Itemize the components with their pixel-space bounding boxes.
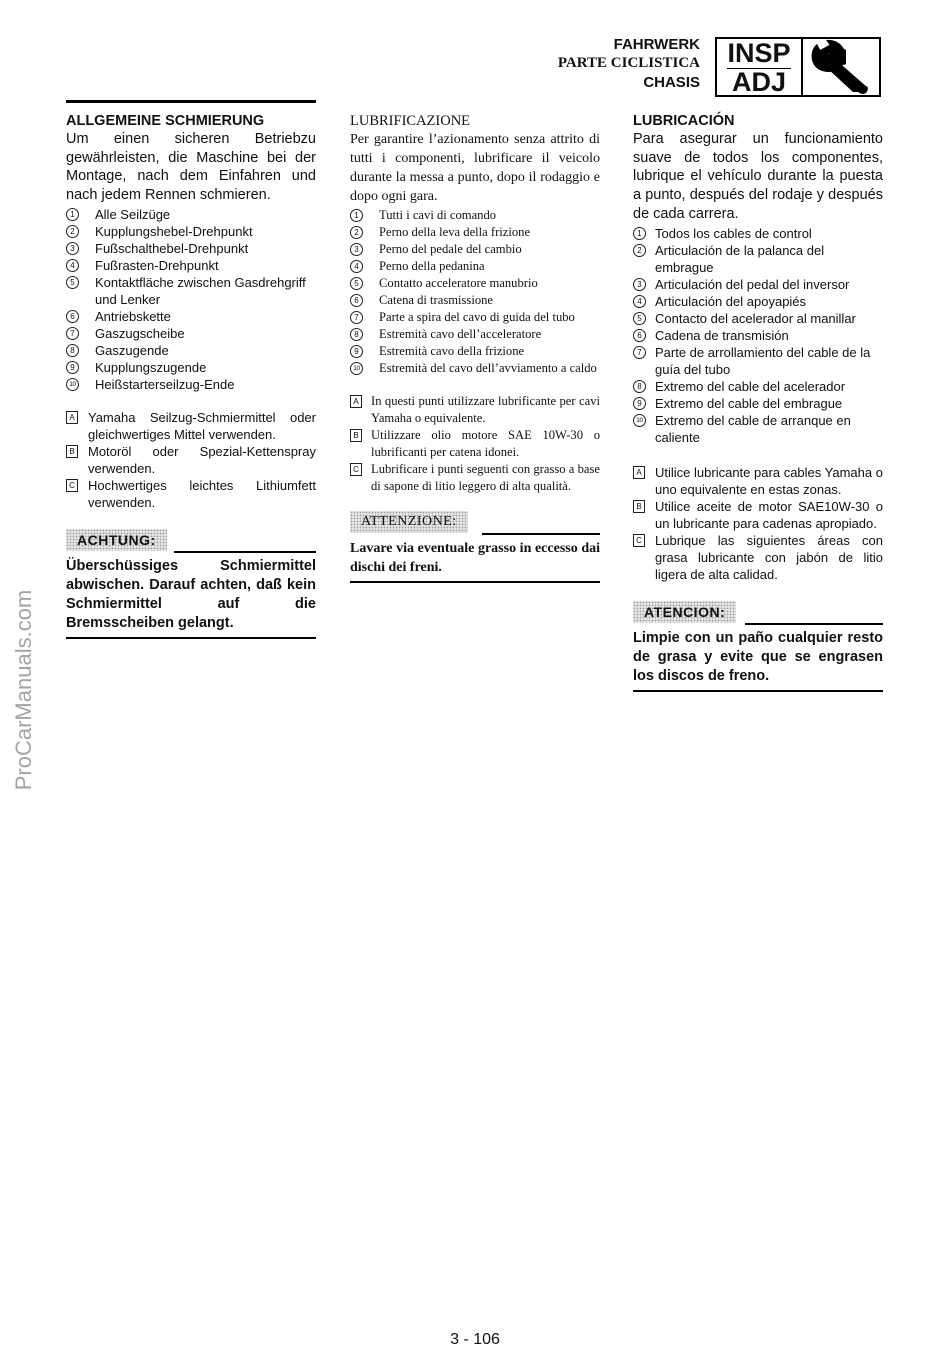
note-text: Utilice lubricante para cables Yamaha o uno equivalente en estas zonas.: [655, 464, 883, 497]
list-item: [66, 257, 316, 274]
item-number: 3: [633, 278, 646, 291]
item-number: 10: [350, 362, 363, 375]
page-number: 3 - 106: [450, 1331, 500, 1348]
header-title-es: CHASIS: [643, 74, 700, 91]
caution-rule: [482, 533, 600, 535]
badge-insp-label: INSP: [727, 38, 791, 68]
note-item: [633, 464, 883, 498]
item-number: 8: [66, 344, 79, 357]
note-key: C: [633, 534, 645, 547]
item-text: Articulación del pedal del inversor: [655, 276, 850, 292]
note-item: [350, 461, 600, 495]
item-number: 9: [66, 361, 79, 374]
lubricant-notes: [66, 409, 316, 511]
caution-label: ATENCION:: [633, 601, 736, 623]
watermark: ProCarManuals.com: [11, 589, 36, 791]
item-number: 6: [350, 294, 363, 307]
item-number: 6: [633, 329, 646, 342]
item-text: Gaszugende: [95, 342, 169, 358]
item-number: 8: [350, 328, 363, 341]
caution-label: ACHTUNG:: [66, 529, 167, 551]
item-text: Parte de arrollamiento del cable de la guía del tubo: [655, 344, 871, 377]
header-title-it: PARTE CICLISTICA: [557, 55, 700, 71]
note-item: [633, 498, 883, 532]
note-key: A: [633, 466, 645, 479]
note-text: Hochwertiges leichtes Lithiumfett verwenden.: [88, 477, 316, 510]
item-number: 9: [350, 345, 363, 358]
list-item: [633, 395, 883, 412]
list-item: [633, 327, 883, 344]
caution-label: ATTENZIONE:: [350, 511, 468, 533]
lubricant-notes: [633, 464, 883, 583]
item-number: 10: [66, 378, 79, 391]
item-number: 9: [633, 397, 646, 410]
list-item: [350, 275, 600, 292]
note-item: [633, 532, 883, 583]
list-item: [66, 308, 316, 325]
item-number: 8: [633, 380, 646, 393]
list-item: [66, 325, 316, 342]
list-item: [633, 412, 883, 446]
item-text: Perno della leva della frizione: [379, 225, 531, 239]
list-item: [633, 344, 883, 378]
section-badge: [715, 37, 881, 97]
list-item: [350, 241, 600, 258]
item-number: 7: [633, 346, 646, 359]
list-item: [633, 310, 883, 327]
badge-text-box: [717, 39, 803, 95]
note-text: Yamaha Seilzug-Schmiermittel oder gleichwertiges Mittel verwenden.: [88, 409, 316, 442]
intro-paragraph: Per garantire l’azionamento senza attrito di tutti i componenti, lubrificare il veicolo durante la messa a punto, dopo il rodaggio e dopo ogni gara.: [350, 132, 600, 204]
item-number: 5: [633, 312, 646, 325]
item-text: Extremo del cable del acelerador: [655, 378, 846, 394]
note-key: B: [66, 445, 78, 458]
item-number: 10: [633, 414, 646, 427]
item-text: Contatto acceleratore manubrio: [379, 276, 538, 290]
list-item: [350, 258, 600, 275]
item-number: 1: [633, 227, 646, 240]
list-item: [633, 242, 883, 276]
note-item: [350, 393, 600, 427]
item-number: 7: [66, 327, 79, 340]
list-item: [66, 274, 316, 308]
list-item: [66, 240, 316, 257]
item-text: Perno del pedale del cambio: [379, 242, 522, 256]
item-text: Antriebskette: [95, 308, 171, 324]
list-item: [350, 360, 600, 377]
wrench-nut-icon: [803, 39, 879, 95]
item-text: Estremità cavo della frizione: [379, 344, 525, 358]
note-text: Utilice aceite de motor SAE10W-30 o un lubricante para cadenas apropiado.: [655, 498, 883, 531]
item-number: 2: [66, 225, 79, 238]
note-text: In questi punti utilizzare lubrificante per cavi Yamaha o equivalente.: [371, 394, 600, 425]
note-key: C: [66, 479, 78, 492]
header-title-de: FAHRWERK: [613, 36, 700, 53]
list-item: [350, 224, 600, 241]
list-item: [66, 359, 316, 376]
note-item: [350, 427, 600, 461]
item-number: 5: [66, 276, 79, 289]
list-item: [350, 343, 600, 360]
item-number: 6: [66, 310, 79, 323]
item-text: Alle Seilzüge: [95, 206, 171, 222]
caution-header: [350, 511, 600, 535]
list-item: [66, 206, 316, 223]
item-number: 3: [66, 242, 79, 255]
item-text: Articulación del apoyapiés: [655, 293, 807, 309]
section-title: LUBRICACIÓN: [633, 113, 735, 129]
lubricant-notes: [350, 393, 600, 495]
item-number: 4: [633, 295, 646, 308]
lubrication-points-list: [66, 206, 316, 393]
caution-header: [66, 529, 316, 553]
caution-text: Limpie con un paño cualquier resto de grasa y evite que se engrasen los discos de freno.: [633, 629, 883, 692]
item-text: Kupplungshebel-Drehpunkt: [95, 223, 253, 239]
item-text: Articulación de la palanca del embrague: [655, 242, 825, 275]
item-text: Todos los cables de control: [655, 225, 812, 241]
caution-header: [633, 601, 883, 625]
item-number: 1: [350, 209, 363, 222]
note-text: Lubrificare i punti seguenti con grasso a base di sapone di litio leggero di alta qualità.: [371, 462, 600, 493]
note-key: B: [350, 429, 362, 442]
column-rule: [633, 100, 883, 103]
item-text: Gaszugscheibe: [95, 325, 185, 341]
note-item: [66, 409, 316, 443]
item-text: Cadena de transmisión: [655, 327, 789, 343]
list-item: [66, 223, 316, 240]
column-spanish: [633, 100, 883, 692]
item-number: 5: [350, 277, 363, 290]
item-text: Fußrasten-Drehpunkt: [95, 257, 219, 273]
note-item: [66, 443, 316, 477]
section-title: LUBRIFICAZIONE: [350, 113, 471, 129]
caution-rule: [745, 623, 883, 625]
item-text: Extremo del cable de arranque en caliente: [655, 412, 851, 445]
list-item: [633, 276, 883, 293]
item-number: 1: [66, 208, 79, 221]
item-text: Estremità del cavo dell’avviamento a caldo: [379, 361, 597, 375]
list-item: [350, 207, 600, 224]
list-item: [633, 293, 883, 310]
badge-adj-label: ADJ: [731, 67, 786, 97]
caution-text: Lavare via eventuale grasso in eccesso dai dischi dei freni.: [350, 539, 600, 583]
note-key: C: [350, 463, 362, 476]
item-text: Kontaktfläche zwischen Gasdrehgriff und Lenker: [95, 274, 306, 307]
note-text: Lubrique las siguientes áreas con grasa lubricante con jabón de litio ligera de alta calidad.: [655, 532, 883, 582]
item-number: 4: [66, 259, 79, 272]
item-text: Catena di trasmissione: [379, 293, 494, 307]
list-item: [66, 342, 316, 359]
list-item: [350, 292, 600, 309]
column-italian: [350, 100, 600, 583]
item-text: Extremo del cable del embrague: [655, 395, 843, 411]
note-text: Utilizzare olio motore SAE 10W-30 o lubrificanti per catena idonei.: [371, 428, 600, 459]
item-number: 2: [350, 226, 363, 239]
list-item: [350, 326, 600, 343]
lubrication-points-list: [350, 207, 600, 377]
intro-paragraph: Um einen sicheren Betriebzu gewährleisten, die Maschine bei der Montage, nach dem Einfahren und nach jedem Rennen schmieren.: [66, 131, 316, 204]
item-text: Fußschalthebel-Drehpunkt: [95, 240, 249, 256]
list-item: [66, 376, 316, 393]
list-item: [633, 378, 883, 395]
item-text: Estremità cavo dell’acceleratore: [379, 327, 542, 341]
caution-rule: [174, 551, 316, 553]
lubrication-points-list: [633, 225, 883, 446]
note-item: [66, 477, 316, 511]
column-rule: [66, 100, 316, 103]
list-item: [633, 225, 883, 242]
item-number: 7: [350, 311, 363, 324]
item-text: Tutti i cavi di comando: [379, 208, 497, 222]
item-text: Heißstarterseilzug-Ende: [95, 376, 235, 392]
note-text: Motoröl oder Spezial-Kettenspray verwenden.: [88, 443, 316, 476]
list-item: [350, 309, 600, 326]
item-number: 2: [633, 244, 646, 257]
section-title: ALLGEMEINE SCHMIERUNG: [66, 113, 265, 129]
item-text: Kupplungszugende: [95, 359, 207, 375]
item-text: Perno della pedanina: [379, 259, 485, 273]
intro-paragraph: Para asegurar un funcionamiento suave de todos los componentes, lubrique el vehículo durante la puesta a punto, después del rodaje y después de cada carrera.: [633, 131, 883, 222]
item-number: 3: [350, 243, 363, 256]
caution-text: Überschüssiges Schmiermittel abwischen. Darauf achten, daß kein Schmiermittel auf die Bremsscheiben gelangt.: [66, 557, 316, 639]
column-german: [66, 100, 316, 639]
note-key: B: [633, 500, 645, 513]
item-text: Parte a spira del cavo di guida del tubo: [379, 310, 575, 324]
item-text: Contacto del acelerador al manillar: [655, 310, 856, 326]
note-key: A: [350, 395, 362, 408]
item-number: 4: [350, 260, 363, 273]
note-key: A: [66, 411, 78, 424]
column-rule: [350, 100, 600, 103]
